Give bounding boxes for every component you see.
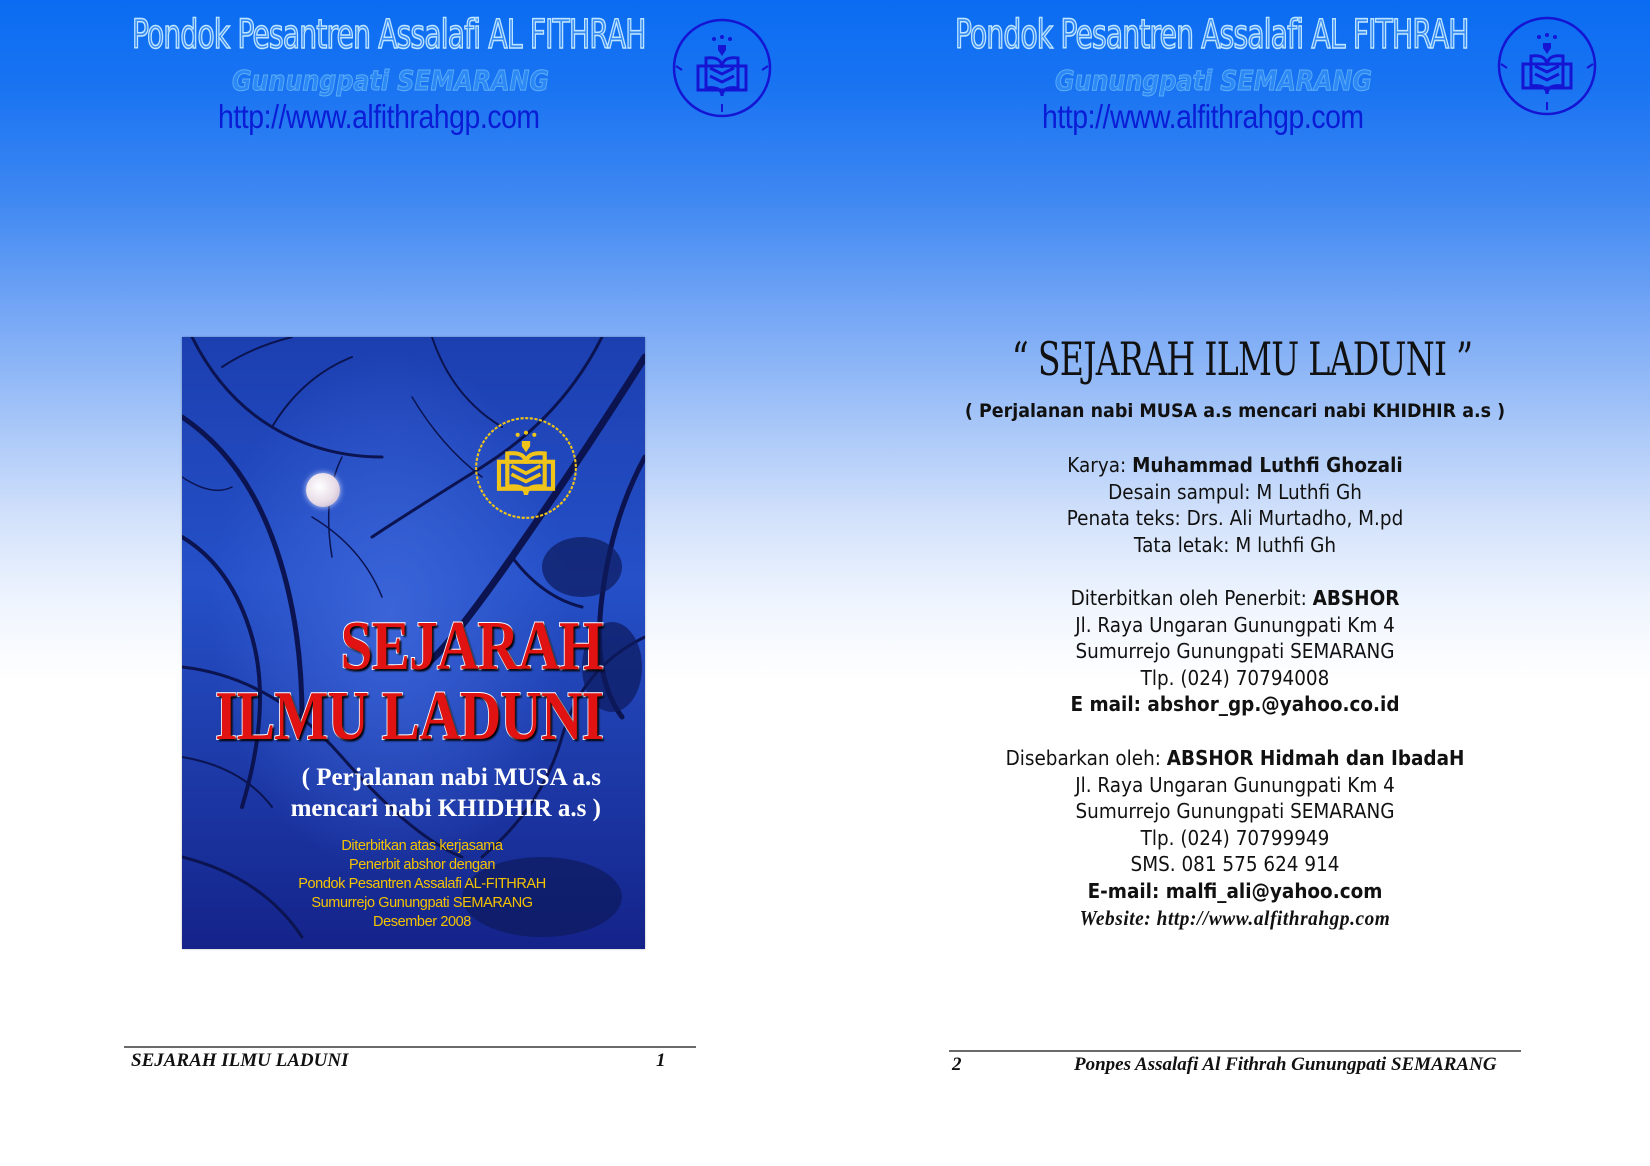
cover-credit-line: Pondok Pesantren Assalafi AL-FITHRAH: [298, 876, 546, 892]
footer-institution-name: Ponpes Assalafi Al Fithrah Gunungpati SEMARANG: [1074, 1054, 1497, 1075]
moon-decoration: [306, 473, 340, 507]
publisher-block: [925, 585, 1545, 718]
cover-credit-line: Desember 2008: [373, 914, 471, 930]
distributor-line: [950, 745, 1520, 772]
author-label: Karya:: [1067, 453, 1133, 477]
header-location-subtitle: Gunungpati SEMARANG: [232, 64, 549, 97]
credit-cover-design: Desain sampul: M Luthfi Gh: [1108, 479, 1362, 504]
header-institution-title: Pondok Pesantren Assalafi AL FITHRAH: [955, 12, 1469, 58]
distributor-address-2: Sumurrejo Gunungpati SEMARANG: [1075, 799, 1395, 824]
footer-page-number: 2: [952, 1054, 962, 1075]
credit-text-editor: Penata teks: Drs. Ali Murtadho, M.pd: [1066, 506, 1404, 531]
publisher-label: Diterbitkan oleh Penerbit:: [1070, 586, 1313, 610]
cover-title-line-1: SEJARAH: [340, 608, 603, 685]
book-cover-image: [182, 337, 645, 949]
cover-credits: [222, 837, 622, 932]
header-location-subtitle: Gunungpati SEMARANG: [1055, 64, 1372, 97]
publisher-email[interactable]: [950, 691, 1520, 718]
publisher-email-text[interactable]: E mail: abshor_gp.@yahoo.co.id: [1070, 692, 1400, 717]
header-url-link[interactable]: http://www.alfithrahgp.com: [1042, 98, 1364, 135]
footer-page-number: 1: [656, 1050, 666, 1071]
distributor-block: [925, 745, 1545, 931]
cover-credit-line: Sumurrejo Gunungpati SEMARANG: [311, 895, 533, 911]
cover-emblem-icon: [472, 414, 580, 522]
book-title: “ SEJARAH ILMU LADUNI ”: [1011, 332, 1473, 386]
cover-subtitle-line-1: ( Perjalanan nabi MUSA a.s: [301, 764, 601, 791]
publisher-name: ABSHOR: [1312, 586, 1400, 610]
footer-book-title: SEJARAH ILMU LADUNI: [131, 1050, 349, 1071]
distributor-sms: SMS. 081 575 624 914: [1130, 852, 1340, 877]
distributor-email-text[interactable]: E-mail: malfi_ali@yahoo.com: [1087, 878, 1383, 903]
title-page-content: [925, 0, 1545, 1000]
book-subtitle: ( Perjalanan nabi MUSA a.s mencari nabi KHIDHIR a.s ): [964, 400, 1506, 422]
book-pen-emblem-icon: [670, 16, 774, 120]
distributor-website[interactable]: Website: http://www.alfithrahgp.com: [1079, 905, 1391, 930]
cover-credit-line: Diterbitkan atas kerjasama: [341, 838, 503, 854]
cover-subtitle-line-2: mencari nabi KHIDHIR a.s ): [290, 795, 601, 822]
header-institution-title: Pondok Pesantren Assalafi AL FITHRAH: [132, 12, 646, 58]
publisher-line: [950, 585, 1520, 612]
credit-layout: Tata letak: M luthfi Gh: [1133, 532, 1337, 557]
footer-divider: [949, 1050, 1521, 1052]
distributor-phone: Tlp. (024) 70799949: [1140, 825, 1330, 850]
publisher-phone: Tlp. (024) 70794008: [1140, 665, 1330, 690]
distributor-email[interactable]: [950, 878, 1520, 905]
cover-credit-line: Penerbit abshor dengan: [349, 857, 495, 873]
credits-block: [925, 452, 1545, 558]
distributor-name: ABSHOR Hidmah dan IbadaH: [1166, 746, 1465, 770]
distributor-address-1: Jl. Raya Ungaran Gunungpati Km 4: [1075, 772, 1395, 797]
distributor-label: Disebarkan oleh:: [1005, 746, 1167, 770]
publisher-address-1: Jl. Raya Ungaran Gunungpati Km 4: [1075, 612, 1395, 637]
footer-divider: [124, 1046, 696, 1048]
cover-title-line-2: ILMU LADUNI: [214, 678, 603, 755]
author-name: Muhammad Luthfi Ghozali: [1132, 453, 1403, 477]
publisher-address-2: Sumurrejo Gunungpati SEMARANG: [1075, 639, 1395, 664]
header-url-link[interactable]: http://www.alfithrahgp.com: [218, 98, 540, 135]
cover-subtitle: [291, 762, 601, 824]
credit-author: [950, 452, 1520, 479]
